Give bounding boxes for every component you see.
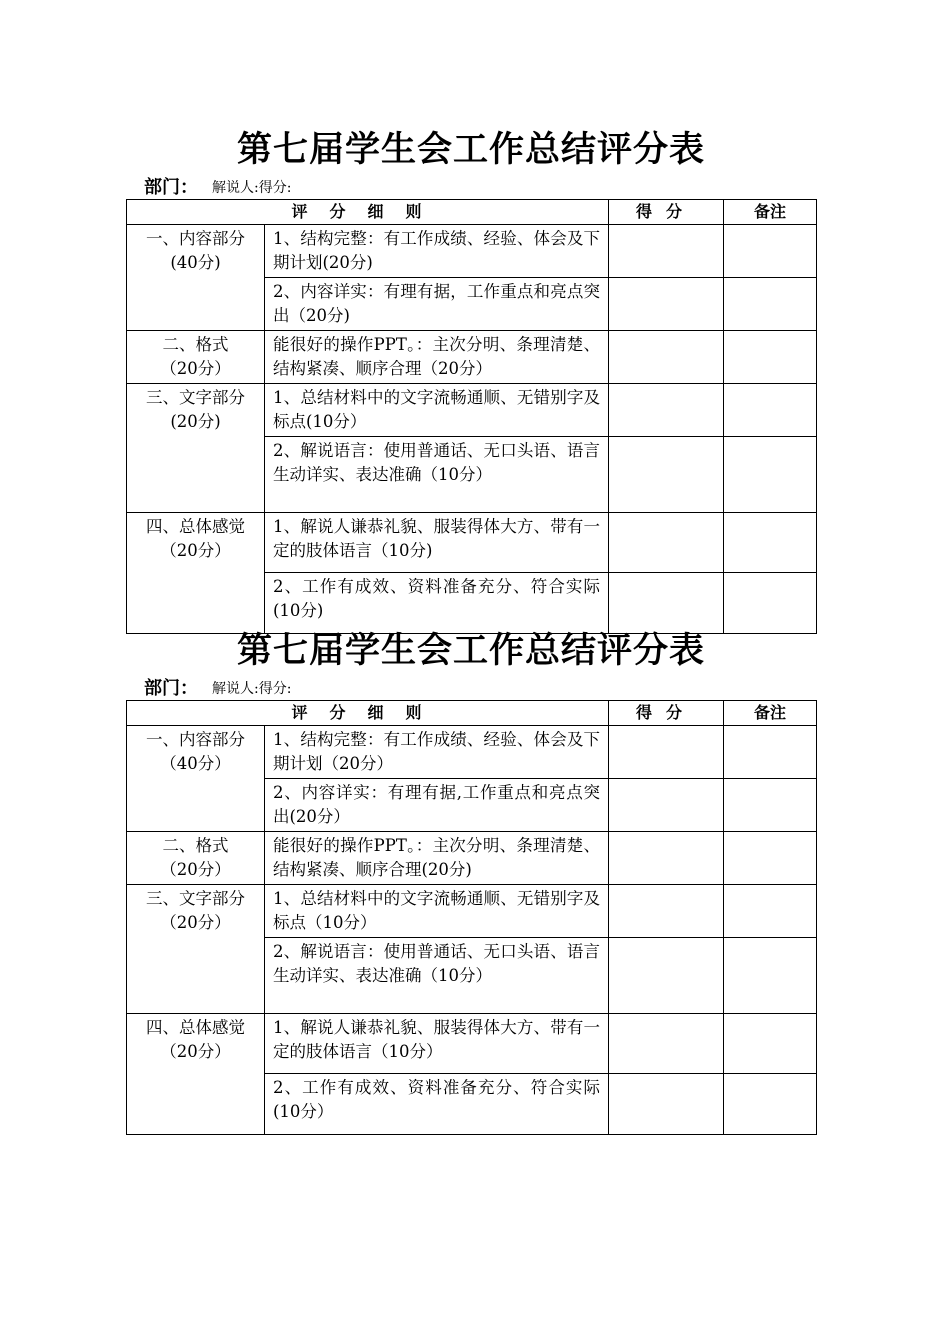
category-text bbox=[127, 885, 265, 1014]
header-remarks: 备注 bbox=[724, 200, 817, 225]
table-header-row bbox=[127, 200, 817, 225]
category-content bbox=[127, 726, 265, 832]
table-row bbox=[127, 832, 817, 885]
rule-text: 2、工作有成效、资料准备充分、符合实际(10分) bbox=[265, 573, 609, 634]
category-points: (40分) bbox=[170, 253, 221, 272]
form-title: 第七届学生会工作总结评分表 bbox=[236, 130, 705, 170]
score-cell[interactable] bbox=[609, 573, 724, 634]
remarks-cell[interactable] bbox=[724, 1014, 817, 1074]
header-rules: 评分细则 bbox=[127, 200, 609, 225]
table-row bbox=[127, 885, 817, 938]
category-name: 三、文字部分 bbox=[146, 889, 245, 908]
score-cell[interactable] bbox=[609, 885, 724, 938]
header-rules: 评分细则 bbox=[127, 701, 609, 726]
category-points: （40分） bbox=[160, 754, 231, 773]
table-row bbox=[127, 1014, 817, 1074]
category-text bbox=[127, 384, 265, 513]
table-row bbox=[127, 726, 817, 779]
score-cell[interactable] bbox=[609, 225, 724, 278]
category-name: 二、格式 bbox=[162, 836, 229, 855]
remarks-cell[interactable] bbox=[724, 573, 817, 634]
rule-text: 1、解说人谦恭礼貌、服装得体大方、带有一定的肢体语言（10分) bbox=[265, 513, 609, 573]
score-table bbox=[126, 199, 817, 634]
category-points: （20分） bbox=[160, 1042, 231, 1061]
form-meta bbox=[126, 172, 816, 199]
category-points: （20分） bbox=[160, 913, 231, 932]
rule-text: 2、内容详实：有理有据，工作重点和亮点突出（20分) bbox=[265, 278, 609, 331]
category-points: (20分) bbox=[170, 412, 221, 431]
table-row bbox=[127, 513, 817, 573]
presenter-score-label: 解说人:得分: bbox=[212, 681, 292, 697]
rule-text: 2、内容详实：有理有据,工作重点和亮点突出(20分） bbox=[265, 779, 609, 832]
department-label: 部门： bbox=[144, 177, 198, 198]
category-name: 四、总体感觉 bbox=[146, 517, 245, 536]
score-cell[interactable] bbox=[609, 1014, 724, 1074]
score-cell[interactable] bbox=[609, 1074, 724, 1135]
category-name: 一、内容部分 bbox=[146, 229, 245, 248]
score-cell[interactable] bbox=[609, 384, 724, 437]
remarks-cell[interactable] bbox=[724, 1074, 817, 1135]
rule-text: 1、结构完整：有工作成绩、经验、体会及下期计划(20分) bbox=[265, 225, 609, 278]
rule-text: 2、工作有成效、资料准备充分、符合实际(10分） bbox=[265, 1074, 609, 1135]
table-row bbox=[127, 384, 817, 437]
score-cell[interactable] bbox=[609, 437, 724, 513]
category-points: （20分） bbox=[160, 359, 231, 378]
score-cell[interactable] bbox=[609, 331, 724, 384]
remarks-cell[interactable] bbox=[724, 225, 817, 278]
category-overall bbox=[127, 513, 265, 634]
rule-text: 1、解说人谦恭礼貌、服装得体大方、带有一定的肢体语言（10分） bbox=[265, 1014, 609, 1074]
category-name: 二、格式 bbox=[162, 335, 229, 354]
category-overall bbox=[127, 1014, 265, 1135]
category-name: 三、文字部分 bbox=[146, 388, 245, 407]
remarks-cell[interactable] bbox=[724, 726, 817, 779]
rule-text: 1、总结材料中的文字流畅通顺、无错别字及标点（10分） bbox=[265, 885, 609, 938]
score-table bbox=[126, 700, 817, 1135]
remarks-cell[interactable] bbox=[724, 331, 817, 384]
form-meta bbox=[126, 673, 816, 700]
department-label: 部门： bbox=[144, 678, 198, 699]
table-row bbox=[127, 331, 817, 384]
score-cell[interactable] bbox=[609, 938, 724, 1014]
rule-text: 能很好的操作PPT。：主次分明、条理清楚、结构紧凑、顺序合理(20分) bbox=[265, 832, 609, 885]
category-name: 一、内容部分 bbox=[146, 730, 245, 749]
score-cell[interactable] bbox=[609, 278, 724, 331]
score-cell[interactable] bbox=[609, 726, 724, 779]
category-points: （20分） bbox=[160, 541, 231, 560]
rule-text: 1、结构完整：有工作成绩、经验、体会及下期计划（20分） bbox=[265, 726, 609, 779]
score-form-1 bbox=[126, 128, 816, 634]
score-cell[interactable] bbox=[609, 832, 724, 885]
header-score: 得分 bbox=[609, 200, 724, 225]
category-points: （20分） bbox=[160, 860, 231, 879]
table-row bbox=[127, 225, 817, 278]
table-header-row bbox=[127, 701, 817, 726]
presenter-score-label: 解说人:得分: bbox=[212, 180, 292, 196]
form-title: 第七届学生会工作总结评分表 bbox=[236, 631, 705, 671]
score-cell[interactable] bbox=[609, 513, 724, 573]
header-score: 得分 bbox=[609, 701, 724, 726]
score-cell[interactable] bbox=[609, 779, 724, 832]
category-content bbox=[127, 225, 265, 331]
remarks-cell[interactable] bbox=[724, 885, 817, 938]
rule-text: 2、解说语言：使用普通话、无口头语、语言生动详实、表达准确（10分） bbox=[265, 437, 609, 513]
remarks-cell[interactable] bbox=[724, 384, 817, 437]
category-format bbox=[127, 832, 265, 885]
score-form-2 bbox=[126, 629, 816, 1135]
category-format bbox=[127, 331, 265, 384]
rule-text: 1、总结材料中的文字流畅通顺、无错别字及标点(10分） bbox=[265, 384, 609, 437]
remarks-cell[interactable] bbox=[724, 779, 817, 832]
remarks-cell[interactable] bbox=[724, 513, 817, 573]
category-name: 四、总体感觉 bbox=[146, 1018, 245, 1037]
rule-text: 2、解说语言：使用普通话、无口头语、语言生动详实、表达准确（10分） bbox=[265, 938, 609, 1014]
remarks-cell[interactable] bbox=[724, 832, 817, 885]
remarks-cell[interactable] bbox=[724, 278, 817, 331]
header-remarks: 备注 bbox=[724, 701, 817, 726]
remarks-cell[interactable] bbox=[724, 938, 817, 1014]
remarks-cell[interactable] bbox=[724, 437, 817, 513]
rule-text: 能很好的操作PPT。：主次分明、条理清楚、结构紧凑、顺序合理（20分） bbox=[265, 331, 609, 384]
